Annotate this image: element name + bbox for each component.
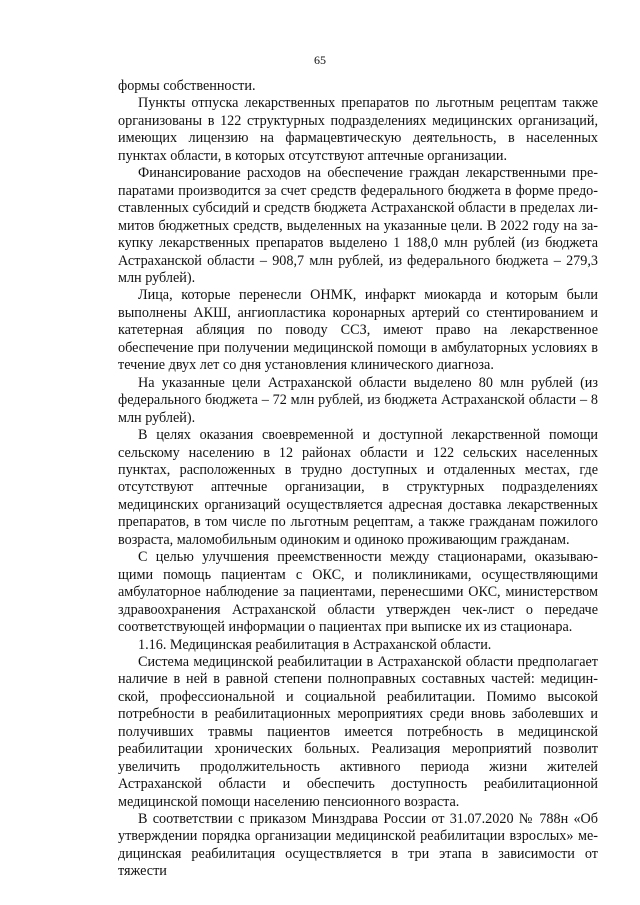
page-number: 65	[314, 53, 326, 67]
paragraph: В целях оказания своевременной и доступной лекарственной помощи сельскому населению в 12 районах области и 122 сельских населенных пунктах, расположенных в трудно доступных и отдаленных местах, где отсутствуют аптечные организации, в структурных подразделениях медицинских организаций осуществляется адресная доставка лекарственных препаратов, в том числе по льготным рецептам, а также гражданам пожилого возраста, маломобильным одиноким и одиноко проживающим гражданам.	[118, 427, 598, 548]
document-body	[118, 78, 598, 881]
paragraph: В соответствии с приказом Минздрава России от 31.07.2020 № 788н «Об утверждении порядка организации медицинской реабилитации взрослых» медицинская реабилитация осуществляется в три этапа в зависимости от тяжести	[118, 811, 598, 880]
paragraph: Лица, которые перенесли ОНМК, инфаркт миокарда и которым были выполнены АКШ, ангиопластика коронарных артерий со стентированием и катетерная абляция по поводу ССЗ, имеют право на лекарственное обеспечение при получении медицинской помощи в амбулаторных условиях в течение двух лет со дня установления клинического диагноза.	[118, 287, 598, 374]
paragraph: формы собственности.	[118, 78, 256, 94]
paragraph: На указанные цели Астраханской области выделено 80 млн рублей (из федерального бюджета – 72 млн рублей, из бюджета Астраханской области – 8 млн рублей).	[118, 374, 598, 426]
paragraph: Система медицинской реабилитации в Астраханской области предполагает наличие в ней в равной степени полноправных составных частей: медицинской, профессиональной и социальной реабилитации. Помимо высокой потребности в реабилитационных мероприятиях среди вновь заболевших и получивших травмы пациентов имеется потребность в медицинской реабилитации хронических больных. Реализация мероприятий позволит увеличить продолжительность активного периода жизни жителей Астраханской области и обеспечить доступность реабилитационной медицинской помощи населению пенсионного возраста.	[118, 653, 598, 810]
section-heading: 1.16. Медицинская реабилитация в Астраханской области.	[138, 636, 492, 653]
paragraph: Пункты отпуска лекарственных препаратов по льготным рецептам также организованы в 122 структурных подразделениях медицинских организаций, имеющих лицензию на фармацевтическую деятельность, в населенных пунктах области, в которых отсутствуют аптечные организации.	[118, 95, 598, 164]
paragraph: С целью улучшения преемственности между стационарами, оказывающими помощь пациентам с ОКС, и поликлиниками, осуществляющими амбулаторное наблюдение за пациентами, перенесшими ОКС, министерством здравоохранения Астраханской области утвержден чек-лист о передаче соответствующей информации о пациентах при выписке их из стационара.	[118, 549, 598, 636]
paragraph: Финансирование расходов на обеспечение граждан лекарственными препаратами производится за счет средств федерального бюджета в форме предоставленных субсидий и средств бюджета Астраханской области в пределах лимитов бюджетных средств, выделенных на указанные цели. В 2022 году на закупку лекарственных препаратов выделено 1 188,0 млн рублей (из бюджета Астраханской области – 908,7 млн рублей, из федерального бюджета – 279,3 млн рублей).	[118, 165, 598, 286]
